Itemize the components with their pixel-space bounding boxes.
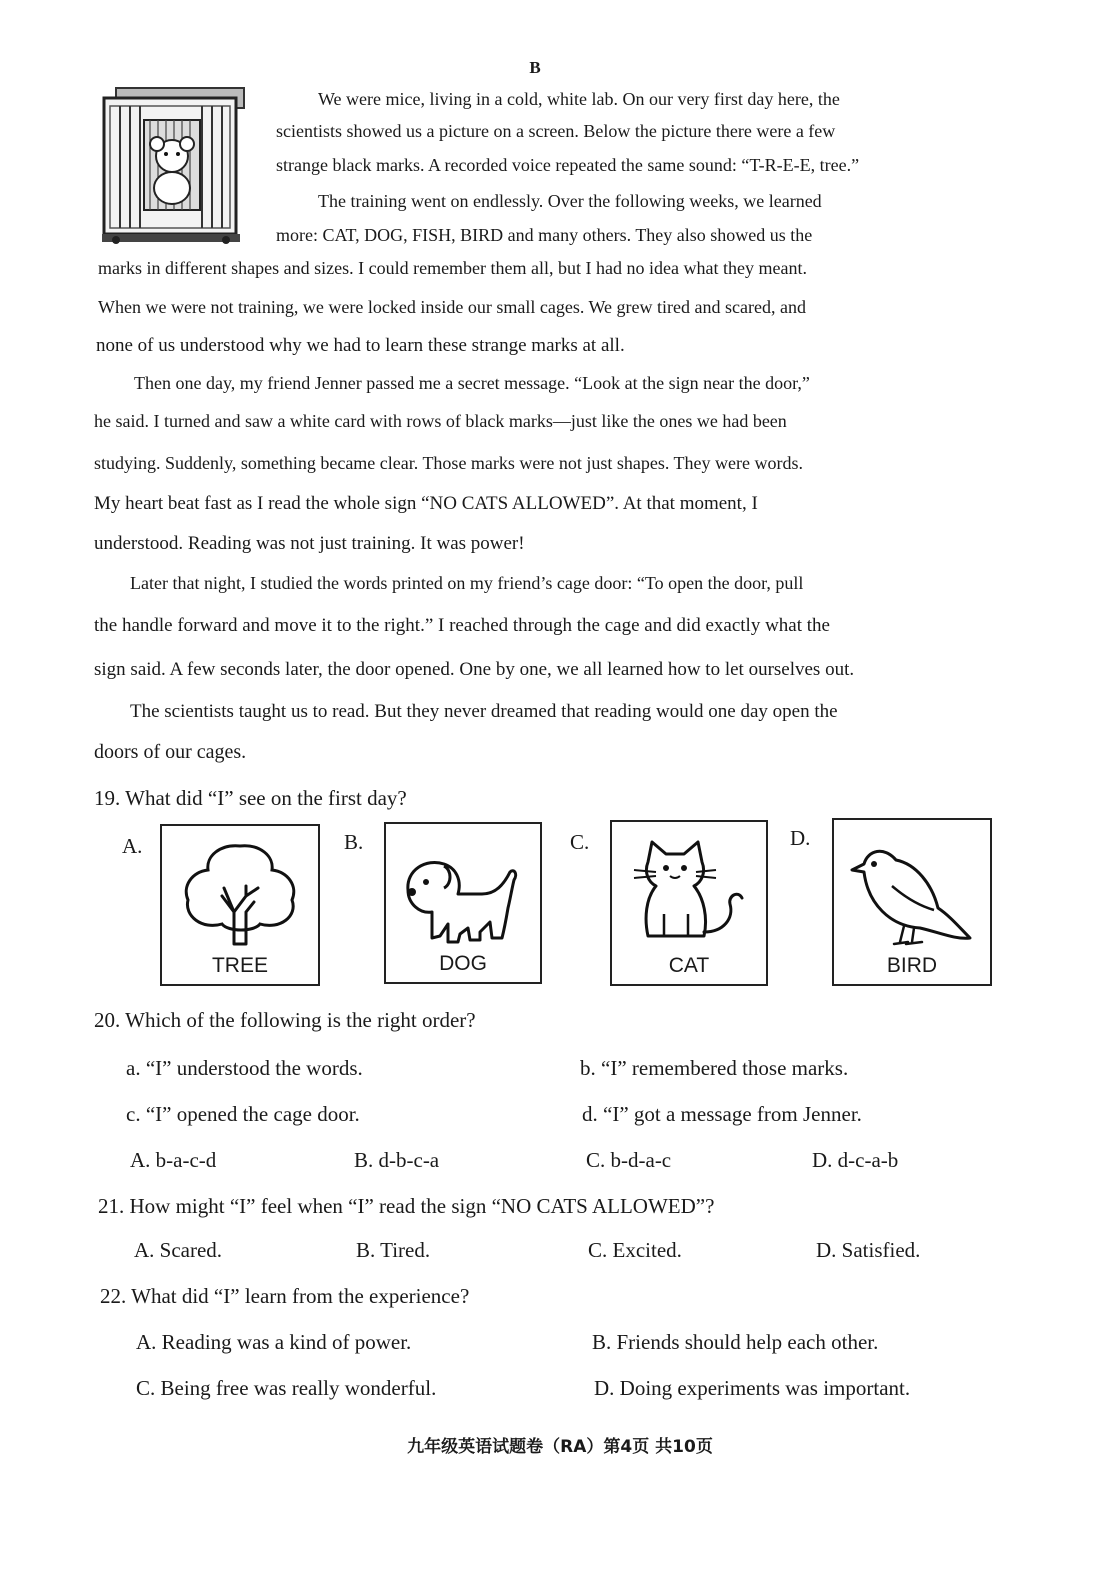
passage-line: studying. Suddenly, something became clear. Those marks were not just shapes. They were words. bbox=[94, 453, 804, 473]
q20-option-a[interactable]: A. b-a-c-d bbox=[130, 1148, 217, 1172]
q21-option-b[interactable]: B. Tired. bbox=[356, 1238, 431, 1262]
q19-caption-tree: TREE bbox=[211, 954, 268, 977]
passage-line: understood. Reading was not just training. It was power! bbox=[94, 533, 525, 554]
passage-line: The training went on endlessly. Over the following weeks, we learned bbox=[318, 191, 822, 211]
section-label: B bbox=[529, 58, 541, 77]
q19-caption-dog: DOG bbox=[439, 952, 487, 975]
passage-line: he said. I turned and saw a white card with rows of black marks—just like the ones we had been bbox=[94, 411, 787, 431]
page-footer: 九年级英语试题卷（RA）第4页 共10页 bbox=[407, 1437, 713, 1457]
q19-option-c-label[interactable]: C. bbox=[570, 830, 590, 854]
q19-option-d-box[interactable] bbox=[832, 818, 992, 986]
question-21-stem: 21. How might “I” feel when “I” read the sign “NO CATS ALLOWED”? bbox=[98, 1194, 715, 1218]
q20-option-b[interactable]: B. d-b-c-a bbox=[354, 1148, 440, 1172]
passage-line: more: CAT, DOG, FISH, BIRD and many others. They also showed us the bbox=[276, 225, 813, 245]
q19-caption-cat: CAT bbox=[668, 954, 710, 977]
passage-line: the handle forward and move it to the right.” I reached through the cage and did exactly what the bbox=[94, 615, 830, 636]
q19-option-c-box[interactable] bbox=[610, 820, 768, 986]
passage-line: scientists showed us a picture on a screen. Below the picture there were a few bbox=[276, 121, 836, 141]
q22-option-b[interactable]: B. Friends should help each other. bbox=[592, 1330, 879, 1354]
passage-line: sign said. A few seconds later, the door opened. One by one, we all learned how to let ourselves out. bbox=[94, 659, 855, 680]
q22-option-a[interactable]: A. Reading was a kind of power. bbox=[136, 1330, 412, 1354]
q19-option-a-box[interactable] bbox=[160, 824, 320, 986]
q19-option-d-label[interactable]: D. bbox=[790, 826, 811, 850]
q19-option-a-label[interactable]: A. bbox=[122, 834, 143, 858]
q20-event-a: a. “I” understood the words. bbox=[126, 1056, 363, 1080]
q22-option-c[interactable]: C. Being free was really wonderful. bbox=[136, 1376, 437, 1400]
question-19-stem: 19. What did “I” see on the first day? bbox=[94, 786, 407, 810]
q19-option-b-label[interactable]: B. bbox=[344, 830, 364, 854]
passage-line: doors of our cages. bbox=[94, 741, 247, 763]
q22-option-d[interactable]: D. Doing experiments was important. bbox=[594, 1376, 911, 1400]
q21-option-a[interactable]: A. Scared. bbox=[134, 1238, 223, 1262]
q20-option-d[interactable]: D. d-c-a-b bbox=[812, 1148, 899, 1172]
q20-event-c: c. “I” opened the cage door. bbox=[126, 1102, 360, 1126]
passage-line: My heart beat fast as I read the whole sign “NO CATS ALLOWED”. At that moment, I bbox=[94, 493, 758, 514]
passage-line: none of us understood why we had to learn these strange marks at all. bbox=[96, 335, 625, 356]
passage-line: We were mice, living in a cold, white lab. On our very first day here, the bbox=[318, 89, 840, 109]
passage-line: Then one day, my friend Jenner passed me a secret message. “Look at the sign near the door,” bbox=[134, 373, 810, 393]
passage-line: Later that night, I studied the words printed on my friend’s cage door: “To open the door, pull bbox=[130, 573, 804, 593]
passage-line: marks in different shapes and sizes. I could remember them all, but I had no idea what they meant. bbox=[98, 258, 807, 278]
question-22-stem: 22. What did “I” learn from the experience? bbox=[100, 1284, 470, 1308]
mouse-cage-icon bbox=[98, 84, 248, 244]
q20-option-c[interactable]: C. b-d-a-c bbox=[586, 1148, 672, 1172]
q20-event-b: b. “I” remembered those marks. bbox=[580, 1056, 849, 1080]
question-20-stem: 20. Which of the following is the right order? bbox=[94, 1008, 476, 1032]
passage-line: The scientists taught us to read. But they never dreamed that reading would one day open the bbox=[130, 701, 838, 722]
passage-line: strange black marks. A recorded voice repeated the same sound: “T-R-E-E, tree.” bbox=[276, 155, 860, 175]
passage-line: When we were not training, we were locked inside our small cages. We grew tired and scared, and bbox=[98, 297, 806, 317]
q20-event-d: d. “I” got a message from Jenner. bbox=[582, 1102, 862, 1126]
q21-option-c[interactable]: C. Excited. bbox=[588, 1238, 682, 1262]
q21-option-d[interactable]: D. Satisfied. bbox=[816, 1238, 921, 1262]
q19-caption-bird: BIRD bbox=[886, 954, 938, 977]
q19-option-b-box[interactable] bbox=[384, 822, 542, 984]
